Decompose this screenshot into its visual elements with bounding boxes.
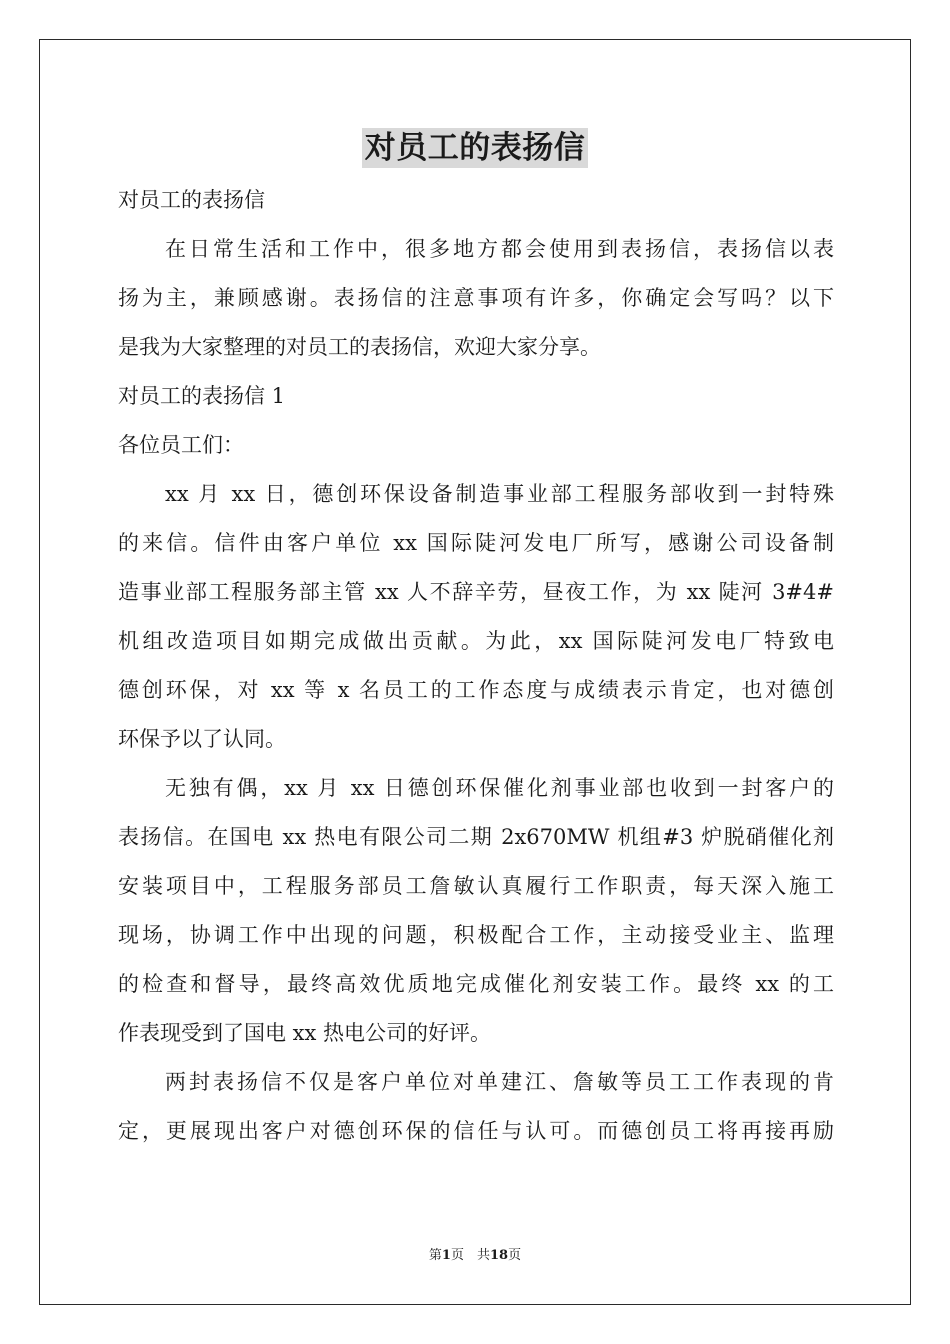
paragraph-line: 定，更展现出客户对德创环保的信任与认可。而德创员工将再接再励 (118, 1119, 834, 1143)
paragraph-line: 在日常生活和工作中，很多地方都会使用到表扬信，表扬信以表 (165, 237, 834, 261)
paragraph-line: xx 月 xx 日，德创环保设备制造事业部工程服务部收到一封特殊 (165, 482, 834, 506)
paragraph-line: 造事业部工程服务部主管 xx 人不辞辛劳，昼夜工作，为 xx 陡河 3#4# (118, 580, 834, 604)
paragraph-line: 表扬信。在国电 xx 热电有限公司二期 2x670MW 机组#3 炉脱硝催化剂 (118, 825, 834, 849)
salutation-line: 各位员工们： (118, 433, 244, 457)
page-suffix: 页 (508, 1248, 522, 1263)
paragraph-line: 的来信。信件由客户单位 xx 国际陡河发电厂所写，感谢公司设备制 (118, 531, 834, 555)
paragraph-line: 安装项目中，工程服务部员工詹敏认真履行工作职责，每天深入施工 (118, 874, 834, 898)
section-heading: 对员工的表扬信 1 (118, 384, 286, 408)
subtitle-line: 对员工的表扬信 (118, 188, 265, 212)
page-mid: 页 共 (450, 1248, 490, 1263)
paragraph-line: 无独有偶，xx 月 xx 日德创环保催化剂事业部也收到一封客户的 (165, 776, 834, 800)
page-footer (0, 1247, 950, 1265)
current-page-number: 1 (441, 1248, 451, 1263)
paragraph-line: 作表现受到了国电 xx 热电公司的好评。 (118, 1021, 492, 1045)
paragraph-line: 德创环保，对 xx 等 x 名员工的工作态度与成绩表示肯定，也对德创 (118, 678, 834, 702)
paragraph-line: 两封表扬信不仅是客户单位对单建江、詹敏等员工工作表现的肯 (165, 1070, 834, 1094)
document-body (118, 176, 834, 1156)
title-container (0, 128, 950, 168)
paragraph-line: 现场，协调工作中出现的问题，积极配合工作，主动接受业主、监理 (118, 923, 834, 947)
paragraph-line: 的检查和督导，最终高效优质地完成催化剂安装工作。最终 xx 的工 (118, 972, 834, 996)
paragraph-line: 机组改造项目如期完成做出贡献。为此，xx 国际陡河发电厂特致电 (118, 629, 834, 653)
paragraph-line: 环保予以了认同。 (118, 727, 286, 751)
paragraph-line: 是我为大家整理的对员工的表扬信，欢迎大家分享。 (118, 335, 601, 359)
page-prefix: 第 (428, 1248, 442, 1263)
paragraph-line: 扬为主，兼顾感谢。表扬信的注意事项有许多，你确定会写吗？以下 (118, 286, 834, 310)
total-page-number: 18 (489, 1248, 509, 1263)
page-title: 对员工的表扬信 (362, 128, 589, 168)
